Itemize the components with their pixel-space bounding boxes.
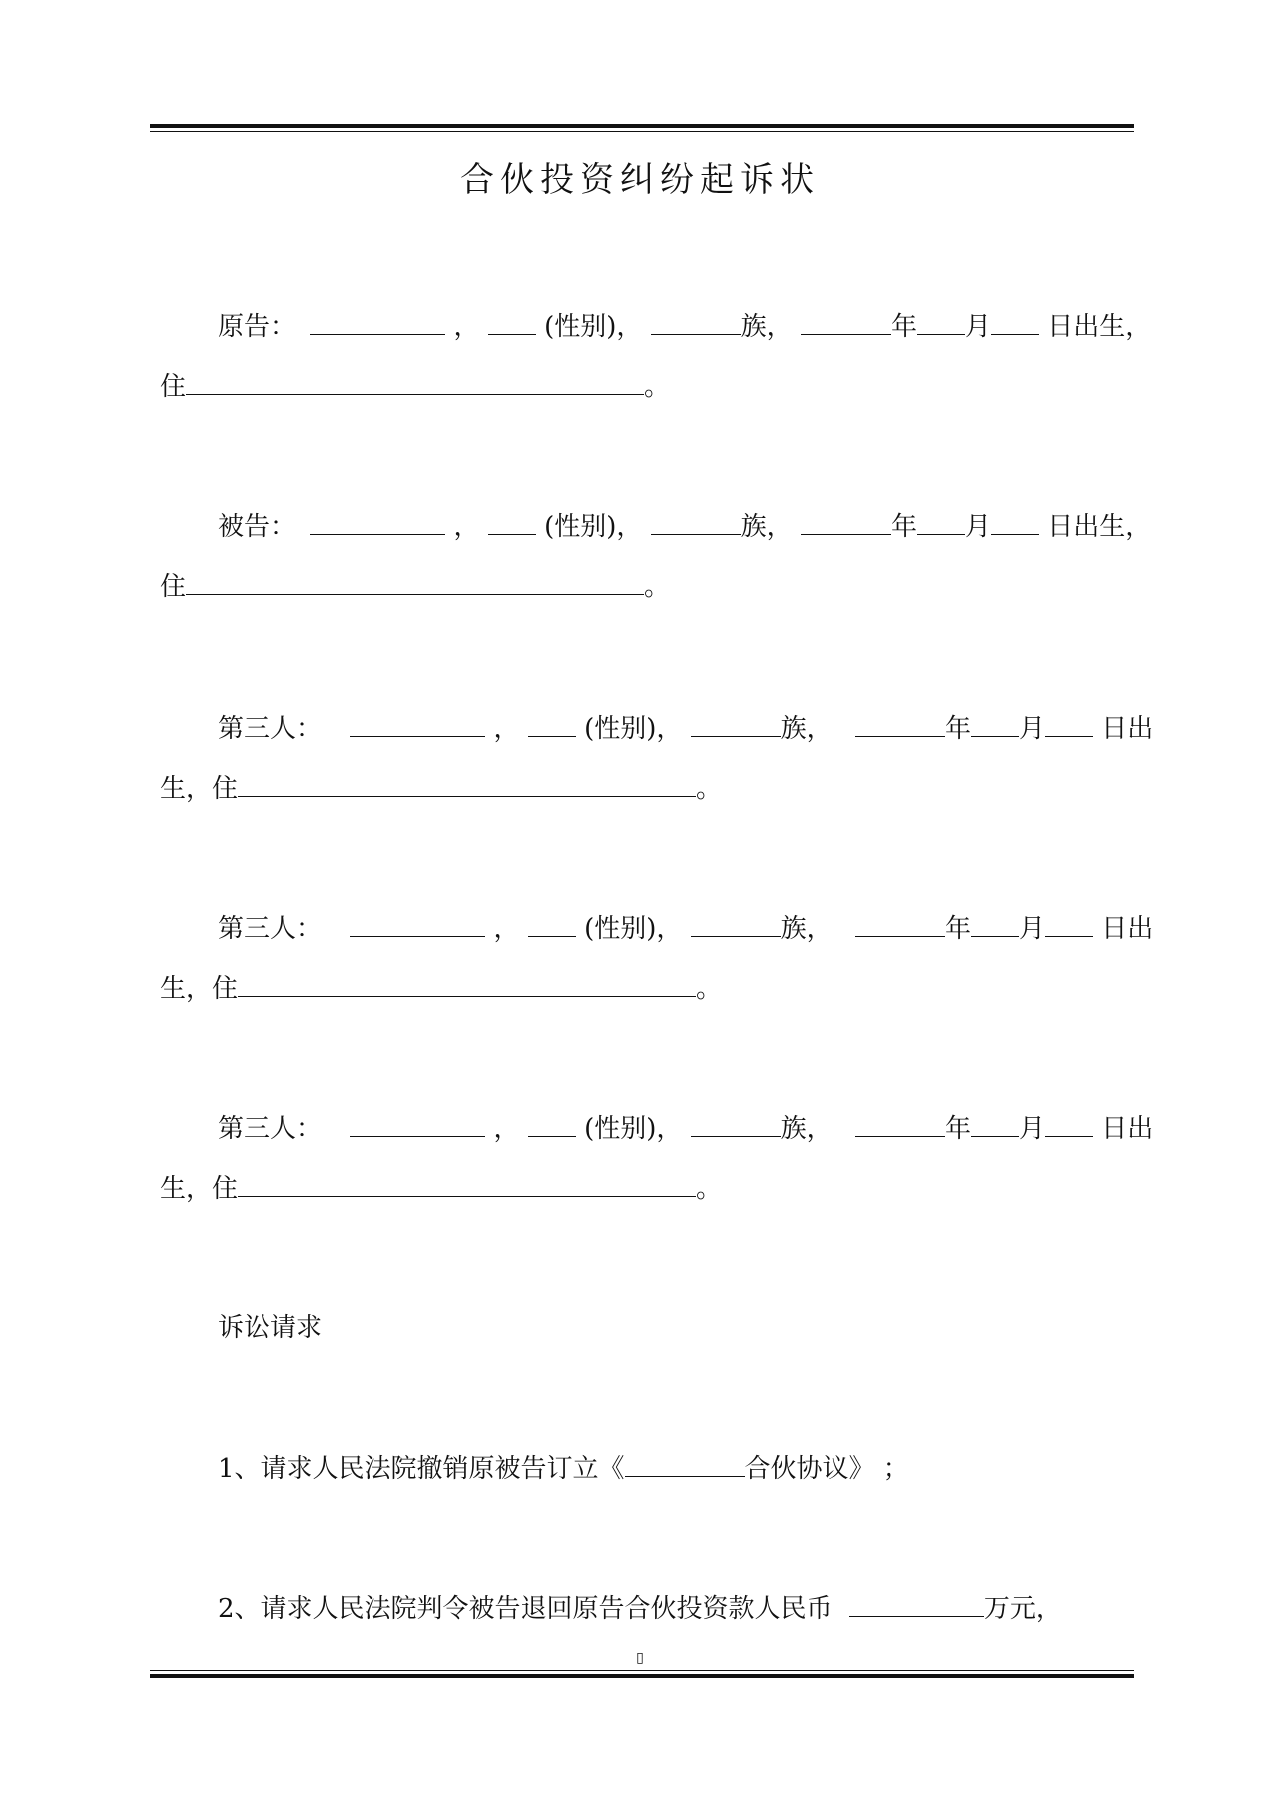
plaintiff-day-blank	[991, 308, 1039, 335]
third-party-1-address-blank	[238, 770, 696, 797]
third-party-1-gender-blank	[528, 710, 576, 737]
plaintiff-address-blank	[186, 368, 644, 395]
defendant-address-blank	[186, 568, 644, 595]
third-party-2-line-2: 生，住 。	[160, 970, 722, 1007]
third-party-1-line-2: 生，住 。	[160, 770, 722, 807]
third-party-2-line-1: 第三人： ， (性别)， 族， 年 月 日出	[218, 910, 1153, 947]
investment-amount-blank	[849, 1590, 984, 1617]
defendant-nation-blank	[651, 508, 741, 535]
third-party-1-day-blank	[1045, 710, 1093, 737]
defendant-line-1: 被告： ， (性别)， 族， 年 月 日出生，	[218, 508, 1151, 545]
third-party-3-address-blank	[238, 1170, 696, 1197]
third-party-3-month-blank	[971, 1110, 1019, 1137]
third-party-2-day-blank	[1045, 910, 1093, 937]
third-party-2-address-blank	[238, 970, 696, 997]
plaintiff-line-2: 住 。	[160, 368, 670, 405]
plaintiff-year-blank	[801, 308, 891, 335]
header-rule	[150, 124, 1134, 132]
third-party-3-nation-blank	[691, 1110, 781, 1137]
plaintiff-line-1: 原告： ， (性别)， 族， 年 月 日出生，	[218, 308, 1151, 345]
third-party-2-month-blank	[971, 910, 1019, 937]
third-party-2-nation-blank	[691, 910, 781, 937]
plaintiff-gender-blank	[488, 308, 536, 335]
claim-item-2: 2、请求人民法院判令被告退回原告合伙投资款人民币 万元，	[218, 1590, 1062, 1627]
page-number: ▯	[636, 1650, 644, 1666]
defendant-line-2: 住 。	[160, 568, 670, 605]
claims-heading: 诉讼请求	[218, 1313, 323, 1343]
third-party-1-name-blank	[350, 710, 485, 737]
third-party-2-gender-blank	[528, 910, 576, 937]
plaintiff-nation-blank	[651, 308, 741, 335]
plaintiff-label: 原告：	[218, 312, 297, 342]
third-party-3-day-blank	[1045, 1110, 1093, 1137]
third-party-1-line-1: 第三人： ， (性别)， 族， 年 月 日出	[218, 710, 1153, 747]
defendant-gender-blank	[488, 508, 536, 535]
plaintiff-name-blank	[310, 308, 445, 335]
third-party-3-gender-blank	[528, 1110, 576, 1137]
third-party-2-name-blank	[350, 910, 485, 937]
document-title: 合伙投资纠纷起诉状	[460, 160, 820, 200]
third-party-3-name-blank	[350, 1110, 485, 1137]
third-party-3-line-2: 生，住 。	[160, 1170, 722, 1207]
third-party-2-year-blank	[855, 910, 945, 937]
claim-item-1: 1、请求人民法院撤销原被告订立《 合伙协议》 ；	[218, 1450, 909, 1487]
third-party-1-month-blank	[971, 710, 1019, 737]
plaintiff-month-blank	[917, 308, 965, 335]
third-party-3-line-1: 第三人： ， (性别)， 族， 年 月 日出	[218, 1110, 1153, 1147]
defendant-year-blank	[801, 508, 891, 535]
defendant-label: 被告：	[218, 512, 297, 542]
agreement-name-blank	[625, 1450, 745, 1477]
third-party-1-year-blank	[855, 710, 945, 737]
footer-rule	[150, 1670, 1134, 1678]
defendant-month-blank	[917, 508, 965, 535]
defendant-day-blank	[991, 508, 1039, 535]
third-party-1-nation-blank	[691, 710, 781, 737]
third-party-3-year-blank	[855, 1110, 945, 1137]
defendant-name-blank	[310, 508, 445, 535]
